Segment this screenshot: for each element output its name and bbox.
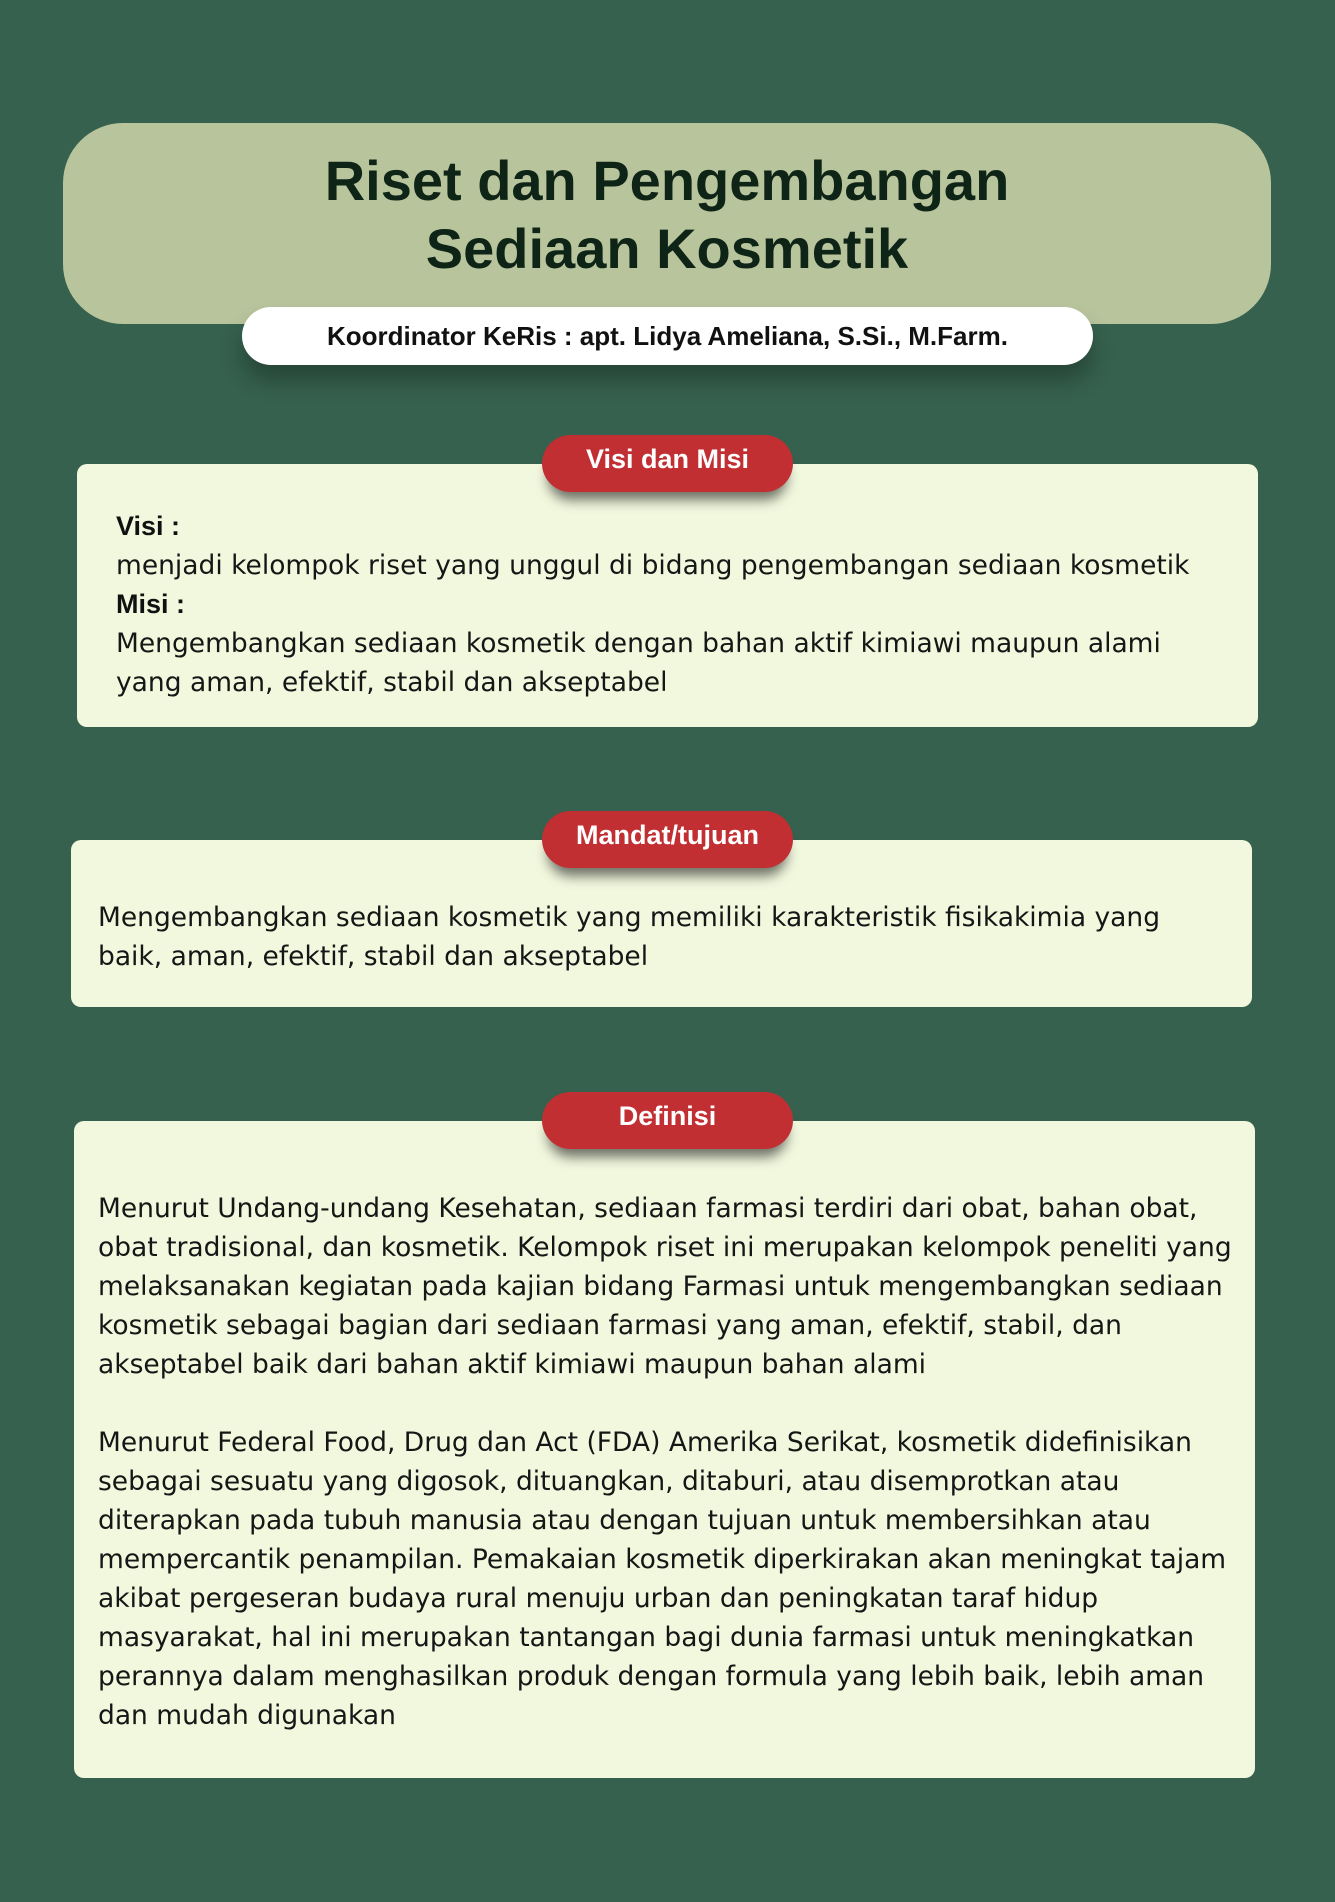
page-title-line-2: Sediaan Kosmetik [425,216,909,280]
coordinator-badge: Koordinator KeRis : apt. Lidya Ameliana, S.Si., M.Farm. [242,307,1093,365]
misi-text: Mengembangkan sediaan kosmetik dengan bahan aktif kimiawi maupun alami yang aman, efektif, stabil dan akseptabel [116,628,1161,698]
visi-misi-heading: Visi dan Misi [542,435,793,492]
visi-misi-card [77,464,1258,727]
visi-label: Visi : [116,511,181,541]
header-title-box [63,123,1271,324]
definisi-card [74,1121,1255,1778]
page-title-line-1: Riset dan Pengembangan [324,148,1010,212]
paragraph-spacer [98,1384,1235,1423]
definisi-heading: Definisi [542,1092,793,1149]
visi-text: menjadi kelompok riset yang unggul di bidang pengembangan sediaan kosmetik [116,550,1190,581]
mandat-heading: Mandat/tujuan [542,811,793,868]
mandat-text: Mengembangkan sediaan kosmetik yang memiliki karakteristik fisikakimia yang baik, aman, efektif, stabil dan akseptabel [98,902,1161,972]
misi-label: Misi : [116,589,186,619]
definisi-paragraph-2: Menurut Federal Food, Drug dan Act (FDA) Amerika Serikat, kosmetik didefinisikan sebagai sesuatu yang digosok, dituangkan, ditaburi, atau disemprotkan atau diterapkan pada tubuh manusia atau dengan tujuan untuk membersihkan atau mempercantik penampilan. Pemakaian kosmetik diperkirakan akan meningkat tajam akibat pergeseran budaya rural menuju urban dan peningkatan taraf hidup masyarakat, hal ini merupakan tantangan bagi dunia farmasi untuk meningkatkan perannya dalam menghasilkan produk dengan formula yang lebih baik, lebih aman dan mudah digunakan [98,1427,1227,1731]
definisi-paragraph-1: Menurut Undang-undang Kesehatan, sediaan farmasi terdiri dari obat, bahan obat, obat tradisional, dan kosmetik. Kelompok riset ini merupakan kelompok peneliti yang melaksanakan kegiatan pada kajian bidang Farmasi untuk mengembangkan sediaan kosmetik sebagai bagian dari sediaan farmasi yang aman, efektif, stabil, dan akseptabel baik dari bahan aktif kimiawi maupun bahan alami [98,1193,1232,1380]
